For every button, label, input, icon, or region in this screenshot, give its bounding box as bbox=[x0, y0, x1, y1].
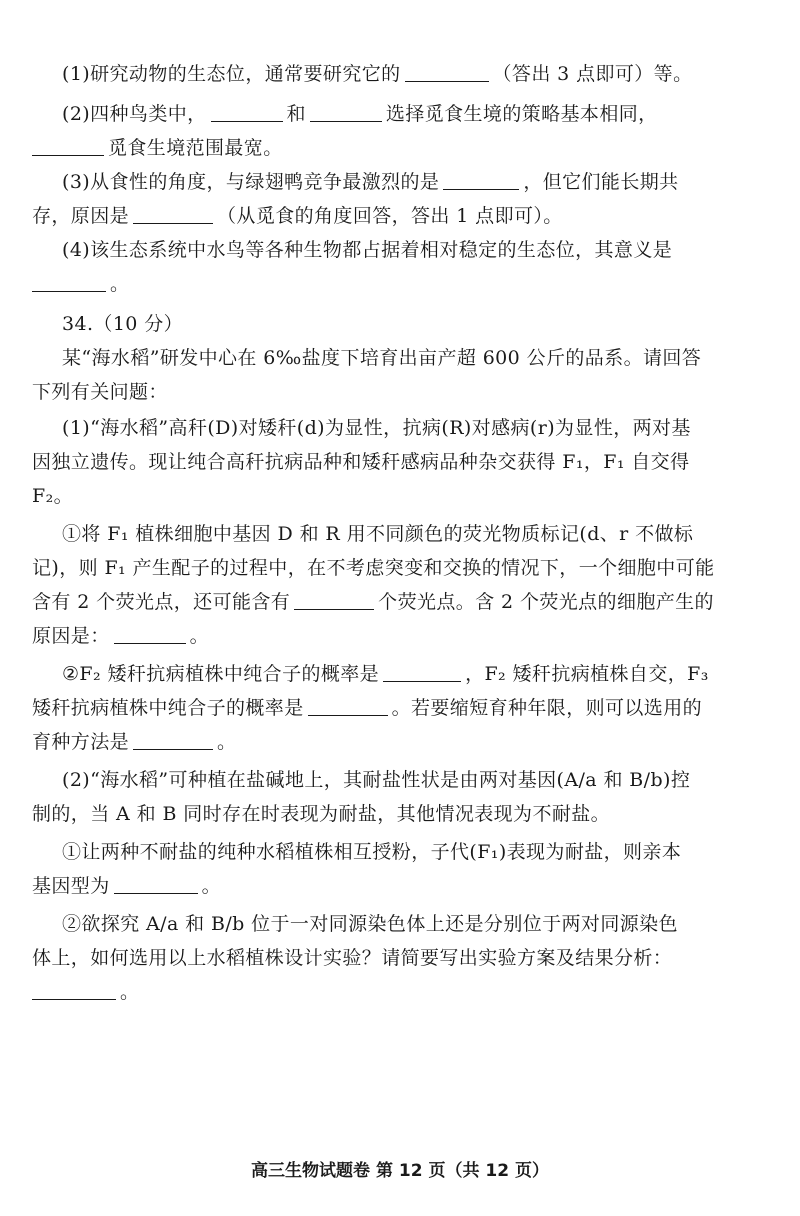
q34-sub2-item1-cont: 基因型为 。 bbox=[32, 875, 222, 897]
q34-sub1-item1-cont2: 含有 2 个荧光点，还可能含有 个荧光点。含 2 个荧光点的细胞产生的 bbox=[32, 591, 714, 613]
q34-sub1-item2-cont: 矮秆抗病植株中纯合子的概率是 。若要缩短育种年限，则可以选用的 bbox=[32, 697, 703, 719]
answer-blank[interactable] bbox=[383, 661, 461, 682]
q34-sub1-item1-cont: 记)，则 F₁ 产生配子的过程中，在不考虑突变和交换的情况下，一个细胞中可能 bbox=[32, 557, 715, 579]
answer-blank[interactable] bbox=[308, 695, 388, 716]
answer-blank[interactable] bbox=[294, 589, 374, 610]
q34-sub2-item2-cont: 体上，如何选用以上水稻植株设计实验？请简要写出实验方案及结果分析： bbox=[32, 947, 673, 969]
q33-part2: (2)四种鸟类中， 和 选择觅食生境的策略基本相同， bbox=[62, 103, 658, 125]
q34-sub1-item2-cont2: 育种方法是 。 bbox=[32, 731, 237, 753]
answer-blank[interactable] bbox=[310, 101, 382, 122]
q34-header: 34.（10 分） bbox=[62, 313, 184, 335]
answer-blank[interactable] bbox=[32, 979, 116, 1000]
q34-sub2-item2: ②欲探究 A/a 和 B/b 位于一对同源染色体上还是分别位于两对同源染色 bbox=[62, 913, 678, 935]
answer-blank[interactable] bbox=[32, 271, 106, 292]
answer-blank[interactable] bbox=[443, 169, 519, 190]
answer-blank[interactable] bbox=[32, 135, 104, 156]
q34-sub1-item2: ②F₂ 矮秆抗病植株中纯合子的概率是 ，F₂ 矮秆抗病植株自交，F₃ bbox=[62, 663, 709, 685]
q34-sub2: (2)“海水稻”可种植在盐碱地上，其耐盐性状是由两对基因(A/a 和 B/b)控 bbox=[62, 769, 691, 791]
q34-intro: 某“海水稻”研发中心在 6‰盐度下培育出亩产超 600 公斤的品系。请回答 bbox=[62, 347, 702, 369]
q33-part2-cont: 觅食生境范围最宽。 bbox=[32, 134, 780, 162]
answer-blank[interactable] bbox=[114, 623, 186, 644]
q34-sub1-cont2: F₂。 bbox=[32, 485, 73, 507]
q34-sub1-item1-cont3: 原因是： 。 bbox=[32, 625, 210, 647]
q33-part1: (1)研究动物的生态位，通常要研究它的 （答出 3 点即可）等。 bbox=[62, 63, 693, 85]
q34-sub2-item2-cont2: 。 bbox=[32, 978, 780, 1006]
answer-blank[interactable] bbox=[133, 729, 213, 750]
q34-intro-cont: 下列有关问题： bbox=[32, 381, 168, 403]
page-footer: 高三生物试题卷 第 12 页（共 12 页） bbox=[251, 1161, 549, 1181]
answer-blank[interactable] bbox=[211, 101, 283, 122]
answer-blank[interactable] bbox=[114, 873, 198, 894]
answer-blank[interactable] bbox=[405, 61, 489, 82]
q34-sub1-item1: ①将 F₁ 植株细胞中基因 D 和 R 用不同颜色的荧光物质标记(d、r 不做标 bbox=[62, 523, 694, 545]
q34-sub2-cont: 制的，当 A 和 B 同时存在时表现为耐盐，其他情况表现为不耐盐。 bbox=[32, 803, 611, 825]
q33-part4: (4)该生态系统中水鸟等各种生物都占据着相对稳定的生态位，其意义是 bbox=[62, 239, 673, 261]
q33-part4-cont: 。 bbox=[32, 270, 780, 298]
q34-sub1: (1)“海水稻”高秆(D)对矮秆(d)为显性，抗病(R)对感病(r)为显性，两对基 bbox=[62, 417, 691, 439]
q33-part3: (3)从食性的角度，与绿翅鸭竞争最激烈的是 ，但它们能长期共 bbox=[62, 171, 679, 193]
q34-sub2-item1: ①让两种不耐盐的纯种水稻植株相互授粉，子代(F₁)表现为耐盐，则亲本 bbox=[62, 841, 682, 863]
q33-part3-cont: 存，原因是 （从觅食的角度回答，答出 1 点即可）。 bbox=[32, 205, 563, 227]
answer-blank[interactable] bbox=[133, 203, 213, 224]
q34-sub1-cont: 因独立遗传。现让纯合高秆抗病品种和矮秆感病品种杂交获得 F₁，F₁ 自交得 bbox=[32, 451, 690, 473]
